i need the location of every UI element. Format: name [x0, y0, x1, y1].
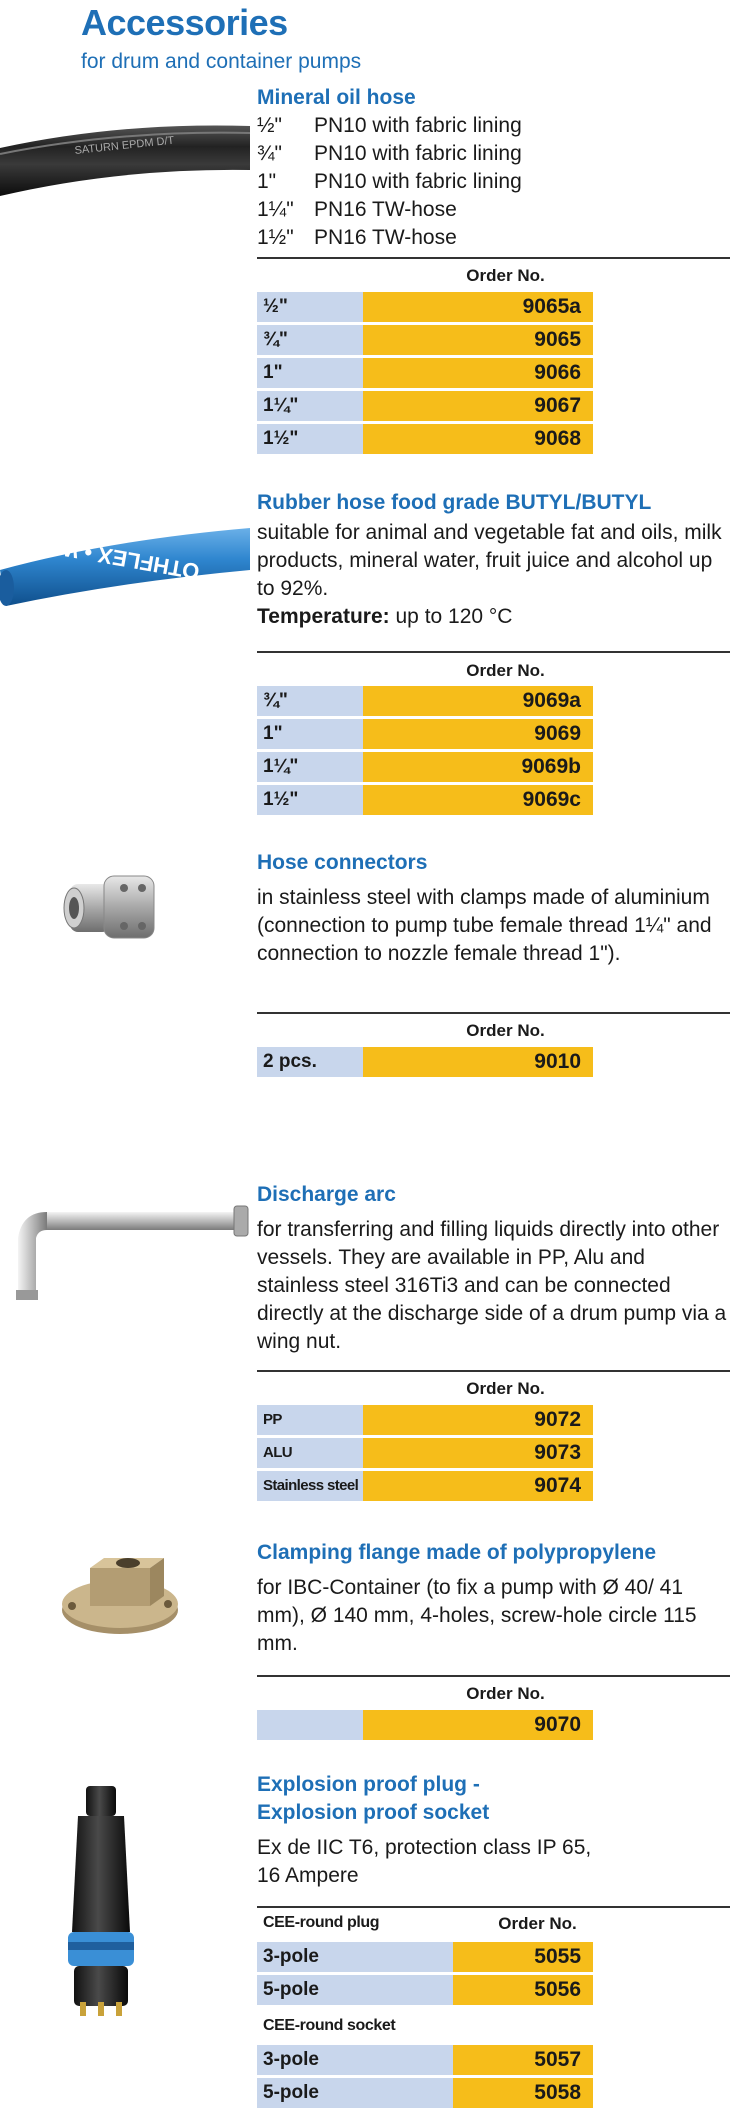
- size-row: ¾" PN10 with fabric lining: [257, 142, 522, 165]
- size-row: 1½" PN16 TW-hose: [257, 226, 457, 249]
- table-row: 9070: [257, 1710, 593, 1740]
- mineral-oil-hose-title: Mineral oil hose: [257, 86, 416, 109]
- hose-connector-image: [62, 866, 162, 946]
- explosion-proof-title: Explosion proof plug - Explosion proof socket: [257, 1773, 490, 1824]
- rubber-hose-image: [0, 518, 250, 608]
- clamping-flange-title: Clamping flange made of polypropylene: [257, 1541, 657, 1564]
- clamping-flange-description: for IBC-Container (to fix a pump with Ø 40/ 41 mm), Ø 140 mm, 4-holes, screw-hole circle 115 mm.: [257, 1576, 697, 1655]
- table-row: 3-pole 5057: [257, 2045, 593, 2075]
- size-row: 1¼" PN16 TW-hose: [257, 198, 457, 221]
- hose-connectors-description: in stainless steel with clamps made of aluminium (connection to pump tube female thread 1¼" and connection to nozzle female thread 1").: [257, 886, 712, 965]
- hose-connectors-title: Hose connectors: [257, 851, 428, 874]
- table-row: ALU 9073: [257, 1438, 593, 1468]
- divider: [257, 1370, 730, 1372]
- mineral-oil-hose-order-table: [257, 292, 593, 457]
- order-no-header: Order No.: [466, 1021, 545, 1040]
- table-row: 3-pole 5055: [257, 1942, 593, 1972]
- order-no-header: Order No.: [466, 1684, 545, 1703]
- hose-print-text: OTHFLEX • WP 1: [23, 529, 202, 585]
- order-no-header: Order No.: [498, 1914, 577, 1933]
- page-subtitle: for drum and container pumps: [81, 50, 362, 73]
- table-row: 1" 9066: [257, 358, 593, 388]
- explosion-proof-plug-image: [60, 1782, 150, 2022]
- table-row: 1½" 9069c: [257, 785, 593, 815]
- divider: [257, 1012, 730, 1014]
- rubber-hose-description: suitable for animal and vegetable fat and oils, milk products, mineral water, fruit juice and alcohol up to 92%. Temperature: up to 120 °C: [257, 521, 722, 628]
- table-row: ½" 9065a: [257, 292, 593, 322]
- table-row: Stainless steel 9074: [257, 1471, 593, 1501]
- table-row: PP 9072: [257, 1405, 593, 1435]
- rubber-hose-title: Rubber hose food grade BUTYL/BUTYL: [257, 491, 652, 514]
- size-row: 1" PN10 with fabric lining: [257, 170, 522, 193]
- divider: [257, 1675, 730, 1677]
- order-no-header: Order No.: [466, 266, 545, 285]
- table-row: 5-pole 5058: [257, 2078, 593, 2108]
- divider: [257, 651, 730, 653]
- table-row: 1¼" 9069b: [257, 752, 593, 782]
- explosion-proof-description: Ex de IIC T6, protection class IP 65, 16 Ampere: [257, 1836, 592, 1887]
- socket-order-table: [257, 2045, 593, 2111]
- divider: [257, 257, 730, 259]
- discharge-arc-order-table: [257, 1405, 593, 1504]
- mineral-oil-hose-image: [0, 118, 250, 198]
- cee-round-plug-header: CEE-round plug: [263, 1914, 380, 1931]
- clamping-flange-image: [60, 1548, 190, 1640]
- order-no-header: Order No.: [466, 1379, 545, 1398]
- table-row: 2 pcs. 9010: [257, 1047, 593, 1077]
- hose-connectors-order-table: [257, 1047, 593, 1080]
- table-row: ¾" 9069a: [257, 686, 593, 716]
- table-row: 1½" 9068: [257, 424, 593, 454]
- page-title: Accessories: [81, 2, 288, 43]
- table-row: 5-pole 5056: [257, 1975, 593, 2005]
- hose-print-text: SATURN EPDM D/T: [74, 134, 175, 157]
- cee-round-socket-header: CEE-round socket: [263, 2017, 396, 2034]
- order-no-header: Order No.: [466, 661, 545, 680]
- divider: [257, 1906, 730, 1908]
- size-row: ½" PN10 with fabric lining: [257, 114, 522, 137]
- discharge-arc-description: for transferring and filling liquids directly into other vessels. They are available in PP, Alu and stainless steel 316Ti3 and can be connected directly at the discharge side of a drum pump via a wing nut.: [257, 1218, 727, 1353]
- discharge-arc-image: [12, 1206, 252, 1306]
- plug-order-table: [257, 1942, 593, 2008]
- mineral-oil-hose-sizes: [257, 112, 522, 252]
- rubber-hose-order-table: [257, 686, 593, 818]
- table-row: 1" 9069: [257, 719, 593, 749]
- table-row: ¾" 9065: [257, 325, 593, 355]
- table-row: 1¼" 9067: [257, 391, 593, 421]
- discharge-arc-title: Discharge arc: [257, 1183, 396, 1206]
- clamping-flange-order-table: [257, 1710, 593, 1743]
